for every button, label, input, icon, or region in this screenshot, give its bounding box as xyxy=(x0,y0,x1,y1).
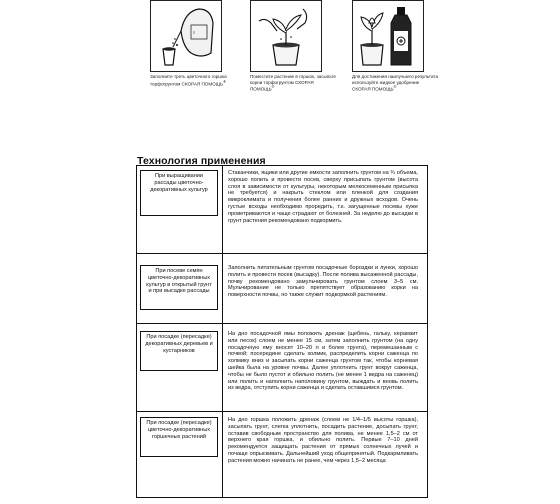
table-row xyxy=(137,323,427,411)
illustration-caption-1: Заполните треть цветочного горшка торфогрунтом СКОРАЯ ПОМОЩЬ® xyxy=(150,74,227,87)
table-row xyxy=(137,253,427,323)
table-row xyxy=(137,411,427,498)
row-label: При посадке (пересадке) декоративных деревьев и кустарников xyxy=(140,331,218,371)
illustration-panel-1 xyxy=(150,0,222,72)
row-text: Стаканчики, ящики или другие емкости заполнить грунтом на ¾ объема, хорошо полить и провести посев, сверху присыпать грунтом (высота слоя в зависимости от культуры, некоторым мелкосеменным присыпка не требуется) и накрыть стеклом или пленкой для создания микроклимата и получения более ранних и дружных всходов. Очень густые всходы необходимо проредить, т.к. загущенные посевы хуже проветриваются и чаще страдают от болезней. За неделю до высадки в грунт растения рекомендовано подкормить. xyxy=(222,166,423,253)
illustration-strip xyxy=(150,0,439,110)
row-label: При посадке (пересадке) цветочно-декоративных горшечных растений xyxy=(140,417,218,457)
section-title: Технология применения xyxy=(137,155,266,167)
plant-and-fertilizer-bottle-icon xyxy=(353,1,423,71)
row-label: При посеве семян цветочно-декоративных культур в открытый грунт и при высадке рассады xyxy=(140,265,218,310)
row-text: На дно посадочной ямы положить дренаж (щебень, гальку, керамзит или песок) слоем не менее 15 см, затем заполнить грунтом (на одну посадочную яму вносят 10–20 л и более грунта), перемешанным с почвой; посередине сделать холмик, распределить корни саженца по холмику вниз и засыпать корни саженца грунтом так, чтобы корневая шейка была на уровне почвы. Далее уплотнить грунт вокруг саженца, чтобы не было пустот и обильно полить (не менее 1 ведра на саженец) или полить и наполнить наполовину грунтом, выждать и вновь полить из ведра, отступить корни саженца и сделать оставшимся грунтом. xyxy=(222,323,423,411)
row-text: Заполнить питательным грунтом посадочные бороздки и лунки, хорошо полить и провести посев (высадку). После полива высаженной рассады, почву рекомендовано замульчировать грунтом слоем 3–5 см. Мульчирование не только препятствует образованию корки на поверхности почвы, но также служит подкормкой растениям. xyxy=(222,253,423,323)
svg-text:≡: ≡ xyxy=(193,30,196,35)
row-label: При выращивании рассады цветочно-декоративных культур xyxy=(140,170,218,216)
table-row xyxy=(137,166,427,253)
illustration-panel-2 xyxy=(250,0,322,72)
row-text: На дно горшка положить дренаж (слоем не 1/4–1/5 высоты горшка), засыпать грунт, слегка уплотнить, посадить растение, досыпать грунт, оставив свободным пространство для полива, не менее 1,5–2 см от верхнего края горшка, и обильно полить. Первые 7–10 дней рекомендуется защищать растения от прямых солнечных лучей и почаще опрыскивать. Дальнейший уход общепринятый. Подкармливать растения можно начинать не ранее, чем через 1,5–2 месяца xyxy=(222,411,423,498)
illustration-panel-3 xyxy=(352,0,424,72)
planting-seedling-icon xyxy=(251,1,321,71)
pot-and-soil-bag-icon xyxy=(151,1,221,71)
illustration-caption-3: Для достижения наилучшего результата используйте жидкое удобрение СКОРАЯ ПОМОЩЬ® xyxy=(352,74,439,92)
illustration-caption-2: Поместите растение в горшок, засыпьте корни торфогрунтом СКОРАЯ ПОМОЩЬ® xyxy=(250,74,336,92)
application-table xyxy=(136,165,428,498)
